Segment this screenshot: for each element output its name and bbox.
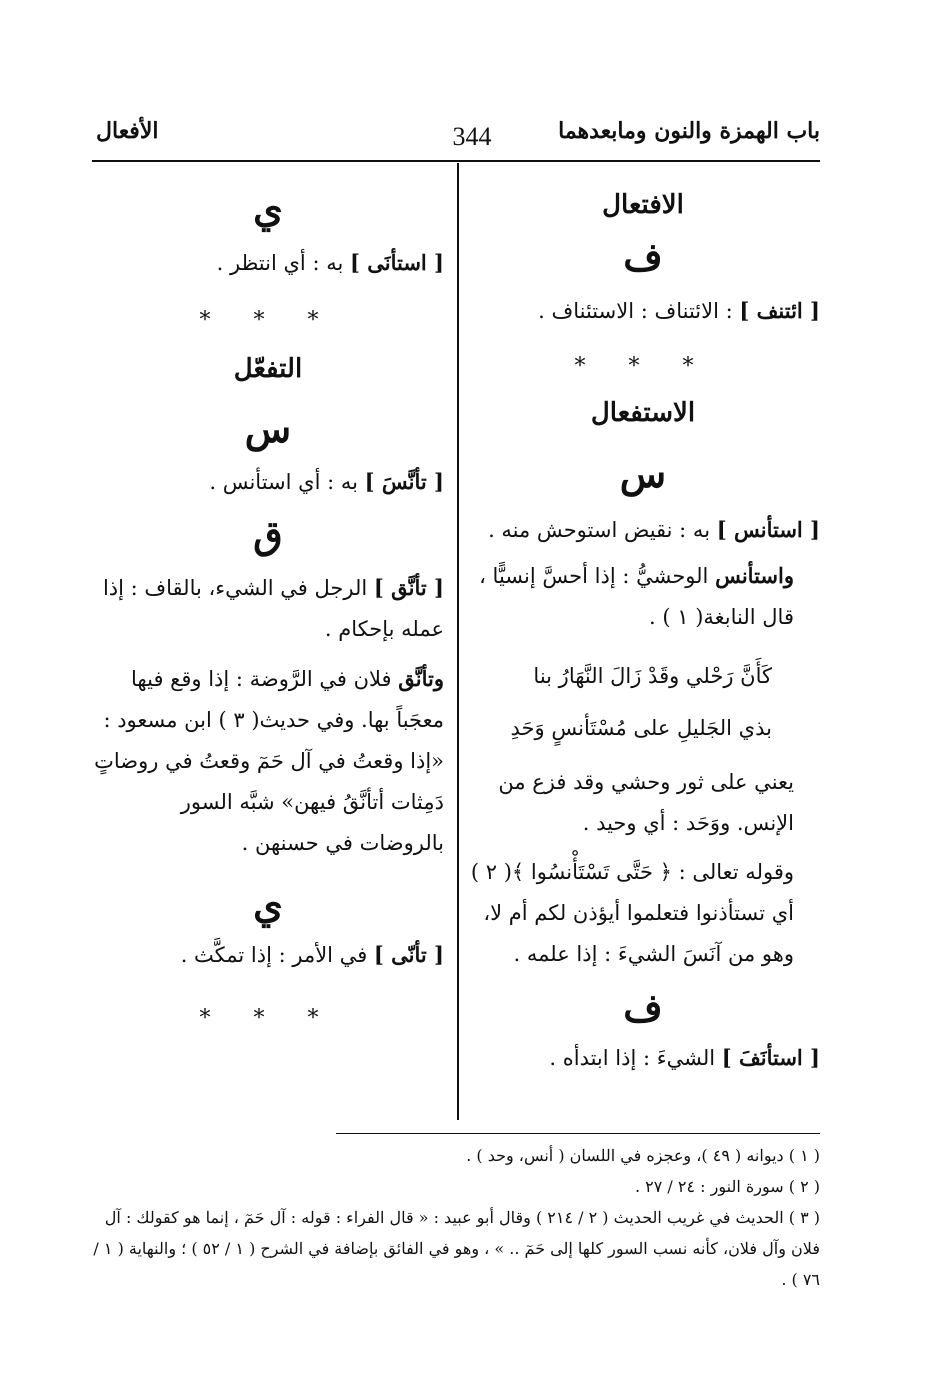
entry-definition: في الأمر : إذا تمكَّث . [180, 943, 374, 967]
entry [92, 242, 444, 284]
column-divider [457, 163, 459, 1120]
letter-heading: ق [253, 512, 283, 557]
entry-term: [ ائتنف ] [739, 298, 820, 323]
entry [92, 658, 444, 864]
entry-definition: الرجل في الشيء، بالقاف : إذا عمله بإحكام . [102, 576, 444, 641]
entry [466, 555, 820, 638]
entry-definition: الوحشيُّ : إذا أحسَّ إنسيًّا ، قال النابغة( ١ ) . [479, 564, 794, 629]
entry [92, 461, 444, 503]
entry-term: [ تأنَّق ] [373, 575, 444, 600]
entry-term: وتأنَّق [398, 666, 444, 691]
entry-term: [ تأنَّسَ ] [364, 469, 444, 494]
verse-line: كَأَنَّ رَحْلي وقَدْ زَالَ النَّهَارُ بنا [533, 664, 772, 688]
entry-definition: فلان في الرَّوضة : إذا وقع فيها معجَباً بها. وفي حديث( ٣ ) ابن مسعود : «إذا وقعتُ في آل حَمٓ وقعتُ في روضاتٍ دَمِثات أتأنَّقُ فيهن» شبَّه السور بالروضات في حسنهن . [94, 667, 444, 855]
section-heading: التفعّل [233, 354, 303, 384]
entry-definition: الشيءَ : إذا ابتدأه . [549, 1046, 722, 1070]
entry-definition: به : أي انتظر . [216, 251, 350, 275]
page-number: 344 [452, 122, 492, 151]
quran-paragraph: وقوله تعالى : ﴿ حَتَّى تَسْتَأْنسُوا ﴾( ٢ ) أي تستأذنوا فتعلموا أيؤذن لكم أم لا، وهو من آنَسَ الشيءَ : إذا علمه . [470, 860, 794, 966]
verse-line: بذي الجَليلِ على مُسْتَأنسٍ وَحَدِ [510, 716, 772, 740]
entry-term: [ استأنَى ] [349, 250, 444, 275]
letter-heading: س [244, 406, 292, 451]
entry-term: [ استأنَفَ ] [721, 1045, 820, 1070]
explanation-paragraph: يعني على ثور وحشي وقد فزع من الإنس. ووَحَد : أي وحيد . [498, 770, 794, 835]
letter-heading: ف [623, 234, 663, 279]
footnote-rule [336, 1133, 820, 1134]
running-header-left: الأفعال [96, 118, 159, 144]
section-heading: الافتعال [602, 190, 684, 220]
entry-term: [ تأنّى ] [373, 942, 444, 967]
running-header-right: باب الهمزة والنون ومابعدهما [558, 118, 820, 144]
footnote: ( ٣ ) الحديث في غريب الحديث ( ٢ / ٢١٤ ) وقال أبو عبيد : « قال الفراء : قوله : آل حَمٓ ، إنما هو كقولك : آل فلان وآل فلان، كأنه نسب السور كلها إلى حَمٓ .. » ، وهو في الفائق بإضافة في الشرح ( ١ / ٥٢ ) ؛ والنهاية ( ١ / ٧٦ ) . [93, 1208, 820, 1289]
section-separator: * * * [574, 354, 712, 379]
letter-heading: س [619, 451, 667, 496]
entry [466, 290, 820, 332]
header-rule [92, 160, 820, 162]
right-column [466, 182, 820, 1079]
entry [92, 934, 444, 976]
entry [466, 1037, 820, 1079]
entry-term: [ استأنس ] [716, 517, 820, 542]
entry-definition: به : أي استأنس . [209, 470, 365, 494]
section-heading: الاستفعال [590, 398, 696, 428]
section-separator: * * * [199, 308, 337, 333]
entry-definition: به : نقيض استوحش منه . [488, 518, 717, 542]
letter-heading: ي [253, 186, 283, 231]
entry-term: واستأنس [715, 563, 794, 588]
footnotes [90, 1140, 820, 1295]
letter-heading: ي [253, 882, 283, 927]
entry [466, 509, 820, 551]
left-column [92, 180, 444, 1039]
footnote: ( ١ ) ديوانه ( ٤٩ )، وعجزه في اللسان ( أنس، وحد ) . [466, 1146, 820, 1165]
entry [92, 567, 444, 650]
entry-definition: : الائتناف : الاستئناف . [538, 299, 740, 323]
section-separator: * * * [199, 1006, 337, 1031]
footnote: ( ٢ ) سورة النور : ٢٤ / ٢٧ . [634, 1177, 820, 1196]
letter-heading: ف [623, 985, 663, 1030]
